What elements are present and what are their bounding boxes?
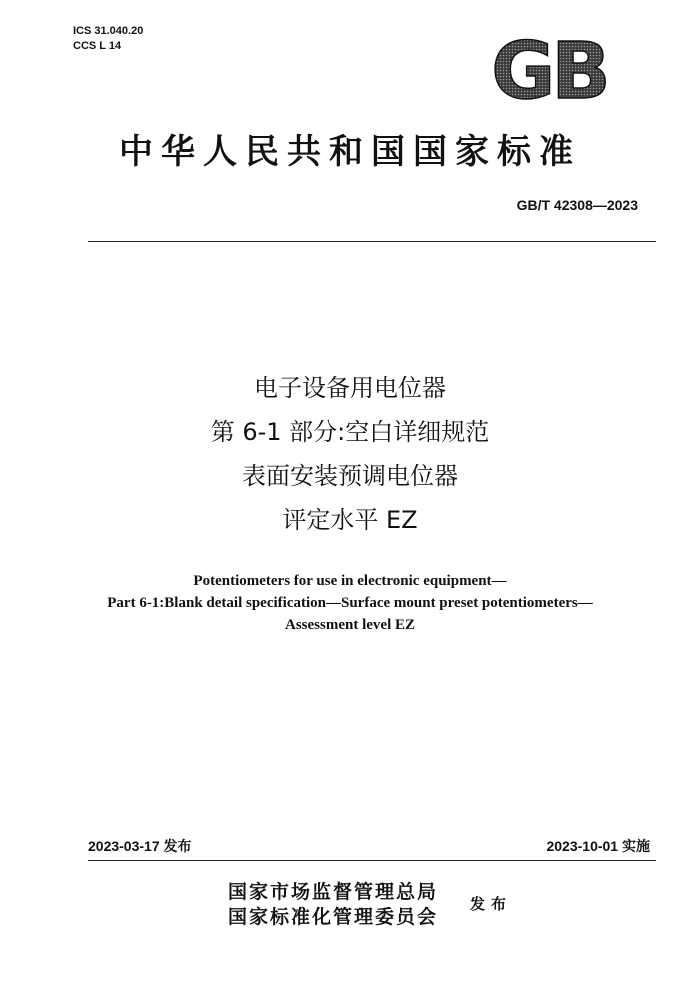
implementation-date: 2023-10-01 实施	[546, 838, 650, 854]
cn-title-line3: 表面安装预调电位器	[242, 462, 458, 490]
standard-number: GB/T 42308—2023	[516, 197, 638, 213]
ccs-code: CCS L 14	[73, 40, 122, 52]
gb-logo	[478, 36, 620, 102]
classification-codes	[73, 24, 143, 54]
publish-label: 发布	[470, 895, 513, 913]
issuer-samr: 国家市场监督管理总局	[228, 881, 439, 903]
issuing-organizations	[228, 880, 438, 930]
cn-title-line2: 第 6-1 部分:空白详细规范	[210, 418, 490, 446]
header-divider	[88, 241, 656, 242]
issuer-sac: 国家标准化管理委员会	[228, 906, 439, 928]
standard-type-title: 中华人民共和国国家标准	[119, 132, 581, 172]
footer-divider	[88, 860, 656, 861]
en-title-line2: Part 6-1:Blank detail specification—Surface mount preset potentiometers—	[107, 595, 593, 611]
chinese-title	[0, 366, 700, 542]
cn-title-line4: 评定水平 EZ	[282, 506, 418, 534]
en-title-line1: Potentiometers for use in electronic equipment—	[193, 573, 507, 589]
issue-date: 2023-03-17 发布	[88, 838, 192, 854]
ics-code: ICS 31.040.20	[73, 25, 144, 37]
en-title-line3: Assessment level EZ	[285, 617, 415, 633]
cn-title-line1: 电子设备用电位器	[254, 374, 446, 402]
gb-logo-text: GB	[491, 36, 607, 102]
english-title	[0, 570, 700, 636]
